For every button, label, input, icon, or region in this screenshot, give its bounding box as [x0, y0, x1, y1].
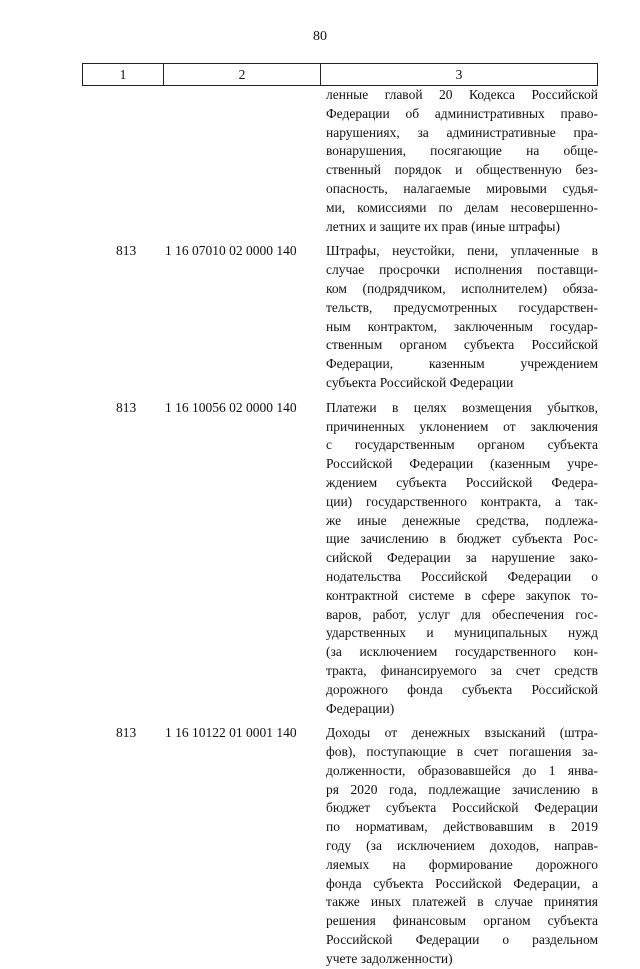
description-line: сийской Федерации за нарушение зако- — [326, 550, 598, 566]
description-line: учете задолженности) — [326, 950, 453, 966]
description-line: Федерации, казенным учреждением — [326, 356, 598, 372]
page-number: 80 — [313, 29, 327, 44]
description-line: фов), поступающие в счет погашения за- — [326, 744, 598, 760]
header-col-1: 1 — [83, 64, 164, 85]
table-row — [82, 399, 598, 719]
description-line: бюджет субъекта Российской Федерации — [326, 800, 598, 816]
budget-classification-code-cell: 1 16 10122 01 0001 140 — [165, 725, 297, 741]
table-row — [82, 86, 598, 236]
description-line: ждением субъекта Российской Федера- — [326, 474, 598, 490]
revenue-description-cell — [320, 724, 598, 968]
admin-code-cell: 813 — [116, 725, 137, 741]
description-line: Федерации) — [326, 700, 395, 716]
description-line: ударственных и муниципальных нужд — [326, 625, 598, 641]
description-line: долженности, образовавшейся до 1 янва- — [326, 762, 598, 778]
description-line: вонарушения, посягающие на обще- — [326, 143, 598, 159]
description-line: ственным органом субъекта Российской — [326, 337, 598, 353]
description-line: ми, комиссиями по делам несовершенно- — [326, 199, 598, 215]
description-line: субъекта Российской Федерации — [326, 374, 514, 390]
revenue-description-cell — [320, 242, 598, 392]
description-line: (за исключением государственного кон- — [326, 644, 598, 660]
description-line: тракта, финансируемого за счет средств — [326, 662, 598, 678]
revenue-description-cell — [320, 399, 598, 719]
table-row — [82, 724, 598, 968]
description-line: Российской Федерации о раздельном — [326, 932, 598, 948]
budget-classification-code-cell — [163, 86, 320, 236]
description-line: Федерации об административных право- — [326, 105, 598, 121]
description-line: фонда субъекта Российской Федерации, а — [326, 875, 598, 891]
admin-code-cell — [82, 86, 163, 236]
budget-classification-code-cell: 1 16 07010 02 0000 140 — [165, 243, 297, 259]
description-line: Доходы от денежных взысканий (штра- — [326, 725, 598, 741]
description-line: щие зачислению в бюджет субъекта Рос- — [326, 531, 598, 547]
description-line: ции) государственного контракта, а так- — [326, 493, 598, 509]
description-line: ляемых на формирование дорожного — [326, 856, 598, 872]
description-line: по нормативам, действовавшим в 2019 — [326, 819, 598, 835]
description-line: Платежи в целях возмещения убытков, — [326, 399, 598, 415]
header-col-2: 2 — [164, 64, 321, 85]
description-line: опасность, налагаемые мировыми судья- — [326, 180, 598, 196]
description-line: дорожного фонда субъекта Российской — [326, 681, 598, 697]
description-line: ственный порядок и общественную без- — [326, 162, 598, 178]
budget-classification-code-cell: 1 16 10056 02 0000 140 — [165, 399, 297, 415]
description-line: ным контрактом, заключенным государ- — [326, 318, 598, 334]
description-line: ря 2020 года, подлежащие зачислению в — [326, 781, 598, 797]
table-header-row — [82, 63, 598, 86]
description-line: варов, работ, услуг для обеспечения гос- — [326, 606, 598, 622]
table-body — [82, 86, 598, 969]
description-line: нарушениях, за административные пра- — [326, 124, 598, 140]
table-row — [82, 242, 598, 392]
description-line: случае просрочки исполнения поставщи- — [326, 262, 598, 278]
budget-codes-table — [82, 63, 598, 969]
revenue-description-cell — [320, 86, 598, 236]
description-line: с государственным органом субъекта — [326, 437, 598, 453]
description-line: решения финансовым органом субъекта — [326, 913, 598, 929]
description-line: году (за исключением доходов, направ- — [326, 838, 598, 854]
admin-code-cell: 813 — [116, 243, 137, 259]
description-line: нодательства Российской Федерации о — [326, 568, 598, 584]
header-col-3: 3 — [455, 66, 463, 82]
description-line: ленные главой 20 Кодекса Российской — [326, 87, 598, 102]
description-line: же иные денежные средства, подлежа- — [326, 512, 598, 528]
description-line: Российской Федерации (казенным учре- — [326, 456, 598, 472]
description-line: Штрафы, неустойки, пени, уплаченные в — [326, 243, 598, 259]
description-line: тельств, предусмотренных государствен- — [326, 299, 598, 315]
description-line: причиненных уклонением от заключения — [326, 418, 598, 434]
description-line: также иных платежей в случае принятия — [326, 894, 598, 910]
description-line: летних и защите их прав (иные штрафы) — [326, 218, 560, 234]
description-line: контрактной системе в сфере закупок то- — [326, 587, 598, 603]
description-line: ком (подрядчиком, исполнителем) обяза- — [326, 280, 598, 296]
admin-code-cell: 813 — [116, 399, 137, 415]
